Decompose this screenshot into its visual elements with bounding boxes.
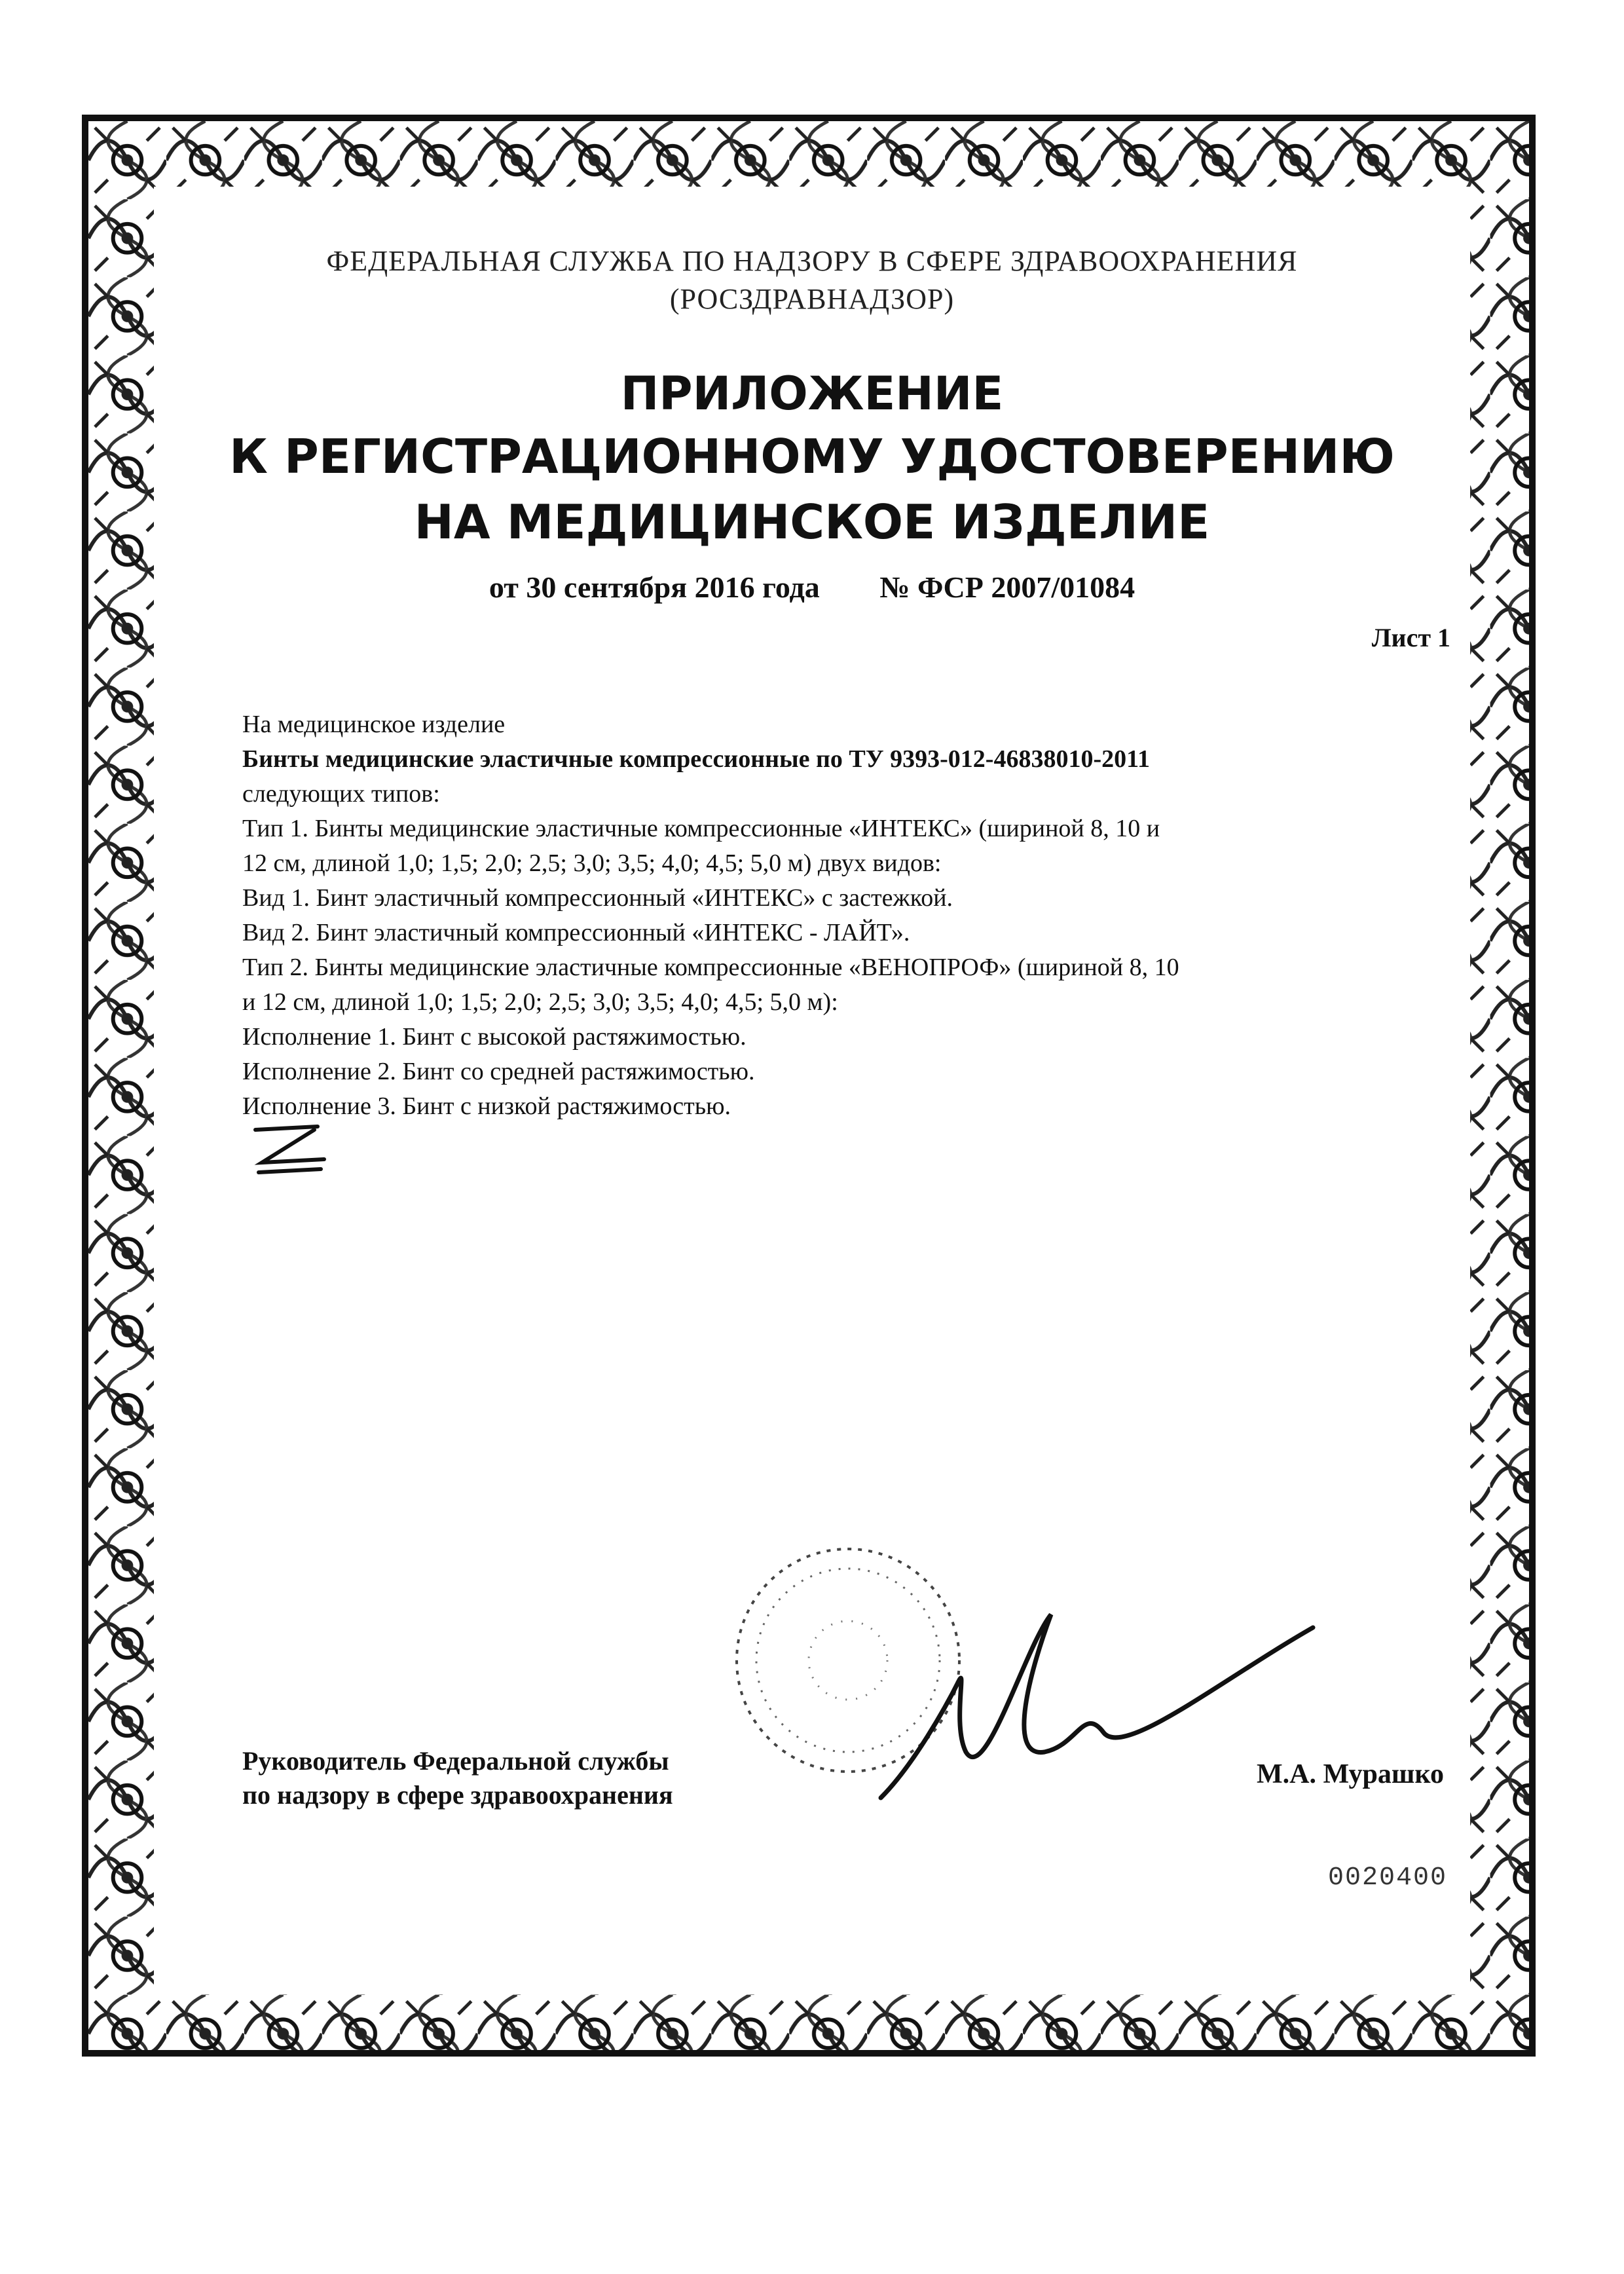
title-line-2: К РЕГИСТРАЦИОННОМУ УДОСТОВЕРЕНИЮ [229,429,1395,484]
body-line: следующих типов: [242,780,440,808]
signatory-role-line-1: Руководитель Федеральной службы [242,1746,669,1776]
body-line: и 12 см, длиной 1,0; 1,5; 2,0; 2,5; 3,0; 3,5; 4,0; 4,5; 5,0 м): [242,988,838,1016]
document-title [154,363,1470,555]
document-body [154,187,1470,1994]
body-line: Тип 1. Бинты медицинские эластичные компрессионные «ИНТЕКС» (шириной 8, 10 и [242,815,1160,842]
signatory-role [242,1744,673,1812]
signatory-role-line-2: по надзору в сфере здравоохранения [242,1780,673,1810]
title-line-1: ПРИЛОЖЕНИЕ [620,367,1004,420]
agency-header [154,242,1470,318]
body-line: 12 см, длиной 1,0; 1,5; 2,0; 2,5; 3,0; 3,5; 4,0; 4,5; 5,0 м) двух видов: [242,849,942,877]
initials-mark [246,1117,331,1182]
registration-date: от 30 сентября 2016 года [489,570,820,604]
sheet-number: Лист 1 [1371,623,1450,652]
body-line: Исполнение 2. Бинт со средней растяжимостью. [242,1058,755,1085]
body-line: Тип 2. Бинты медицинские эластичные компрессионные «ВЕНОПРОФ» (шириной 8, 10 [242,954,1179,981]
agency-abbrev: (РОСЗДРАВНАДЗОР) [669,283,955,315]
body-line: Исполнение 3. Бинт с низкой растяжимостью. [242,1092,731,1120]
body-line: Вид 2. Бинт эластичный компрессионный «ИНТЕКС - ЛАЙТ». [242,919,910,946]
registration-number: № ФСР 2007/01084 [879,570,1135,604]
body-line: На медицинское изделие [242,711,506,738]
serial-number: 0020400 [1327,1863,1447,1893]
body-line: Вид 1. Бинт эластичный компрессионный «ИНТЕКС» с застежкой. [242,884,953,912]
agency-name: ФЕДЕРАЛЬНАЯ СЛУЖБА ПО НАДЗОРУ В СФЕРЕ ЗДРАВООХРАНЕНИЯ [326,245,1298,277]
body-line: Бинты медицинские эластичные компрессионные по ТУ 9393-012-46838010-2011 [242,745,1151,773]
body-line: Исполнение 1. Бинт с высокой растяжимостью. [242,1023,747,1051]
signatory-name: М.А. Мурашко [1256,1759,1444,1789]
title-line-3: НА МЕДИЦИНСКОЕ ИЗДЕЛИЕ [414,494,1210,550]
device-description [242,707,1447,1124]
registration-line [154,570,1470,605]
